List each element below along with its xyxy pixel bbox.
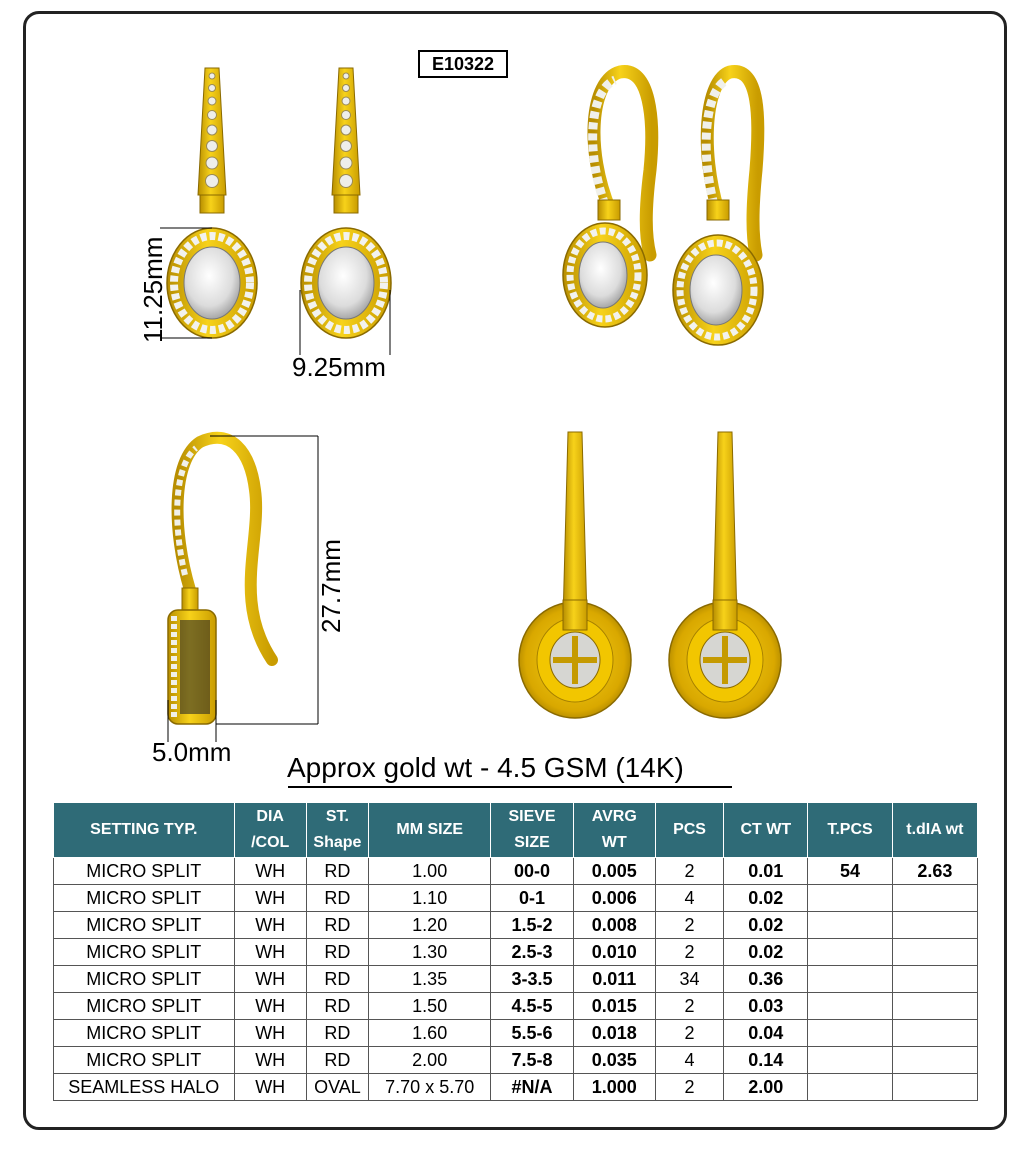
thickness-dimension: 5.0mm xyxy=(152,737,232,767)
back-earring-left xyxy=(519,432,631,718)
cell-shape: OVAL xyxy=(306,1074,368,1101)
back-earring-right xyxy=(669,432,781,718)
cell-ct: 0.02 xyxy=(724,912,808,939)
cell-mm: 1.30 xyxy=(369,939,491,966)
cell-ct: 0.01 xyxy=(724,858,808,885)
cell-setting: MICRO SPLIT xyxy=(54,1020,235,1047)
cell-sieve: 2.5-3 xyxy=(491,939,573,966)
cell-avg: 0.011 xyxy=(573,966,655,993)
height-dimension: 11.25mm xyxy=(138,236,168,343)
length-dimension: 27.7mm xyxy=(316,539,346,633)
cell-col: WH xyxy=(234,1047,306,1074)
cell-tdia xyxy=(892,966,977,993)
cell-setting: MICRO SPLIT xyxy=(54,1047,235,1074)
cell-mm: 7.70 x 5.70 xyxy=(369,1074,491,1101)
cell-pcs: 2 xyxy=(655,993,723,1020)
cell-avg: 0.010 xyxy=(573,939,655,966)
cell-ct: 0.14 xyxy=(724,1047,808,1074)
cell-tdia xyxy=(892,1020,977,1047)
cell-sieve: 0-1 xyxy=(491,885,573,912)
cell-tdia xyxy=(892,885,977,912)
table-row xyxy=(54,1020,978,1047)
cell-shape: RD xyxy=(306,1047,368,1074)
cell-mm: 1.20 xyxy=(369,912,491,939)
cell-tpcs xyxy=(808,1074,892,1101)
table-row xyxy=(54,885,978,912)
gold-weight-label: Approx gold wt - 4.5 GSM (14K) xyxy=(287,752,684,783)
cell-ct: 2.00 xyxy=(724,1074,808,1101)
cell-tdia xyxy=(892,1074,977,1101)
table-row xyxy=(54,858,978,885)
cell-ct: 0.03 xyxy=(724,993,808,1020)
cell-col: WH xyxy=(234,1020,306,1047)
cell-tpcs xyxy=(808,939,892,966)
header-sieve-size: SIEVE SIZE xyxy=(491,803,573,858)
cell-tpcs xyxy=(808,1047,892,1074)
cell-ct: 0.02 xyxy=(724,939,808,966)
header-setting: SETTING TYP. xyxy=(54,803,235,858)
cell-shape: RD xyxy=(306,993,368,1020)
table-header-row xyxy=(54,803,978,858)
cell-tpcs: 54 xyxy=(808,858,892,885)
table-row xyxy=(54,966,978,993)
cell-pcs: 4 xyxy=(655,885,723,912)
cell-shape: RD xyxy=(306,939,368,966)
cell-pcs: 2 xyxy=(655,912,723,939)
cell-pcs: 2 xyxy=(655,939,723,966)
header-dia-col: DIA /COL xyxy=(234,803,306,858)
cell-col: WH xyxy=(234,966,306,993)
cell-setting: MICRO SPLIT xyxy=(54,939,235,966)
cell-mm: 1.00 xyxy=(369,858,491,885)
cell-tdia xyxy=(892,912,977,939)
design-code: E10322 xyxy=(418,50,508,78)
cell-avg: 0.018 xyxy=(573,1020,655,1047)
cell-shape: RD xyxy=(306,885,368,912)
cell-pcs: 4 xyxy=(655,1047,723,1074)
cell-avg: 0.005 xyxy=(573,858,655,885)
header-pcs: PCS xyxy=(655,803,723,858)
cell-setting: MICRO SPLIT xyxy=(54,993,235,1020)
cell-avg: 0.015 xyxy=(573,993,655,1020)
cell-setting: MICRO SPLIT xyxy=(54,966,235,993)
header-mm-size: MM SIZE xyxy=(369,803,491,858)
header-avrg-wt: AVRG WT xyxy=(573,803,655,858)
cell-tpcs xyxy=(808,885,892,912)
cell-tpcs xyxy=(808,1020,892,1047)
header-st-shape: ST. Shape xyxy=(306,803,368,858)
table-row xyxy=(54,993,978,1020)
cell-pcs: 2 xyxy=(655,858,723,885)
perspective-earring-left xyxy=(563,72,652,327)
cell-tdia xyxy=(892,993,977,1020)
cell-col: WH xyxy=(234,993,306,1020)
cell-tpcs xyxy=(808,966,892,993)
cell-setting: MICRO SPLIT xyxy=(54,885,235,912)
cell-tdia xyxy=(892,939,977,966)
cell-sieve: #N/A xyxy=(491,1074,573,1101)
header-ct-wt: CT WT xyxy=(724,803,808,858)
table-row xyxy=(54,912,978,939)
cell-shape: RD xyxy=(306,1020,368,1047)
cell-setting: MICRO SPLIT xyxy=(54,912,235,939)
cell-pcs: 2 xyxy=(655,1074,723,1101)
perspective-earring-right xyxy=(673,72,763,345)
cell-avg: 1.000 xyxy=(573,1074,655,1101)
side-view-earring xyxy=(168,438,272,724)
table-row xyxy=(54,1074,978,1101)
cell-shape: RD xyxy=(306,912,368,939)
header-t-dia-wt: t.dIA wt xyxy=(892,803,977,858)
header-t-pcs: T.PCS xyxy=(808,803,892,858)
cell-sieve: 3-3.5 xyxy=(491,966,573,993)
width-dimension: 9.25mm xyxy=(292,352,386,382)
cell-pcs: 2 xyxy=(655,1020,723,1047)
cell-col: WH xyxy=(234,912,306,939)
cell-sieve: 1.5-2 xyxy=(491,912,573,939)
cell-mm: 1.60 xyxy=(369,1020,491,1047)
cell-setting: SEAMLESS HALO xyxy=(54,1074,235,1101)
cell-sieve: 00-0 xyxy=(491,858,573,885)
cell-ct: 0.36 xyxy=(724,966,808,993)
table-row xyxy=(54,939,978,966)
cell-avg: 0.035 xyxy=(573,1047,655,1074)
cell-ct: 0.04 xyxy=(724,1020,808,1047)
cell-col: WH xyxy=(234,858,306,885)
cell-setting: MICRO SPLIT xyxy=(54,858,235,885)
gold-weight-underline xyxy=(288,786,732,788)
cell-col: WH xyxy=(234,939,306,966)
cell-avg: 0.008 xyxy=(573,912,655,939)
cell-avg: 0.006 xyxy=(573,885,655,912)
cell-tpcs xyxy=(808,993,892,1020)
cell-col: WH xyxy=(234,885,306,912)
cell-mm: 1.50 xyxy=(369,993,491,1020)
cell-mm: 2.00 xyxy=(369,1047,491,1074)
cell-col: WH xyxy=(234,1074,306,1101)
cell-tdia: 2.63 xyxy=(892,858,977,885)
cell-mm: 1.10 xyxy=(369,885,491,912)
cell-sieve: 5.5-6 xyxy=(491,1020,573,1047)
front-earring-right xyxy=(301,68,391,338)
front-earring-left xyxy=(167,68,257,338)
cell-mm: 1.35 xyxy=(369,966,491,993)
cell-ct: 0.02 xyxy=(724,885,808,912)
stone-spec-table xyxy=(53,802,978,1101)
cell-shape: RD xyxy=(306,966,368,993)
cell-tpcs xyxy=(808,912,892,939)
cell-sieve: 4.5-5 xyxy=(491,993,573,1020)
cell-shape: RD xyxy=(306,858,368,885)
cell-pcs: 34 xyxy=(655,966,723,993)
table-row xyxy=(54,1047,978,1074)
cell-sieve: 7.5-8 xyxy=(491,1047,573,1074)
cell-tdia xyxy=(892,1047,977,1074)
